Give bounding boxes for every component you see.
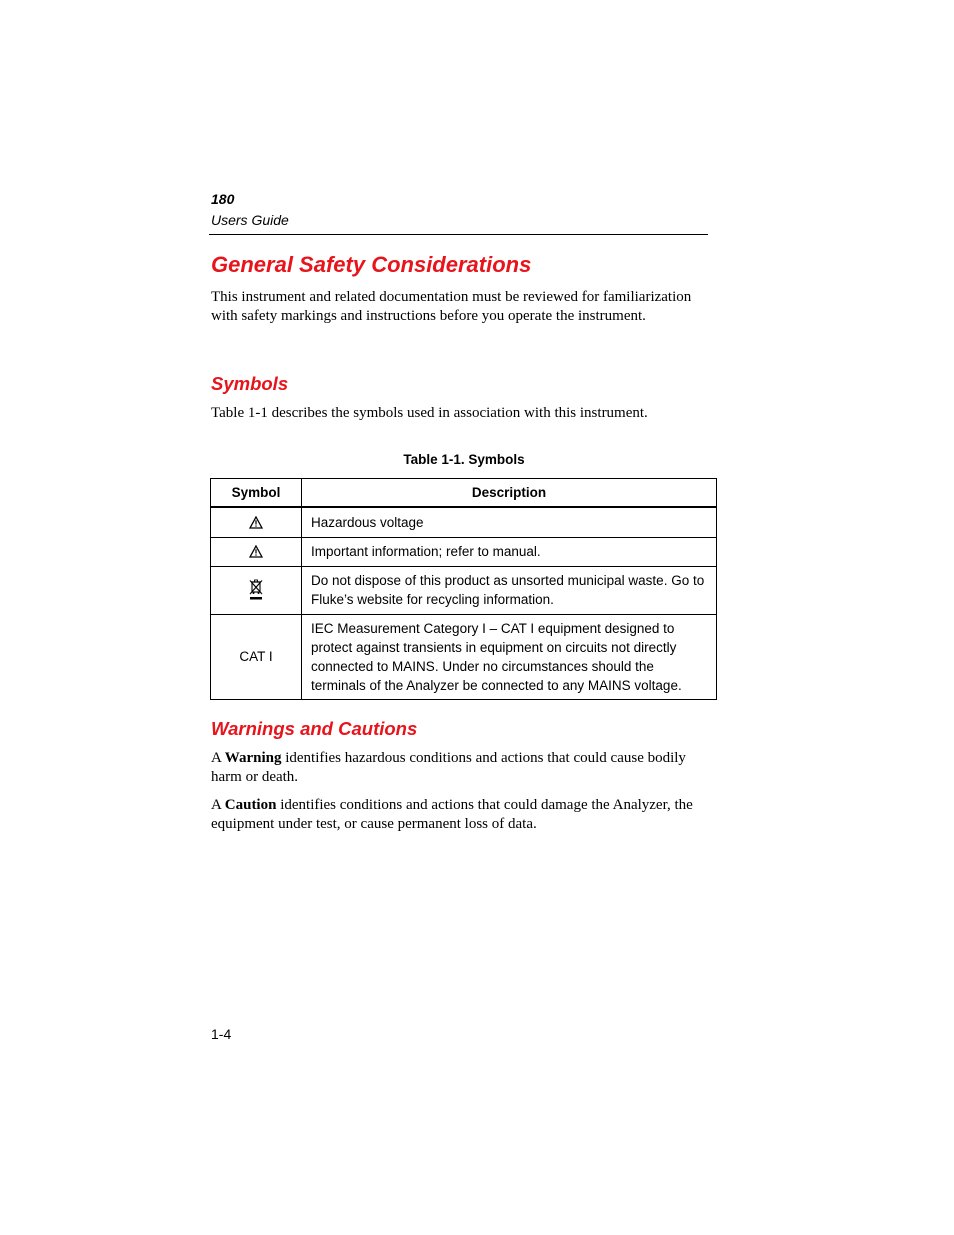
- table-row: [211, 614, 717, 699]
- table-row: [211, 566, 717, 614]
- symbol-cell-cat-i: CAT I: [211, 614, 302, 699]
- warning-term: Warning: [224, 750, 282, 766]
- caution-term: Caution: [224, 797, 277, 813]
- warning-triangle-icon: [211, 516, 301, 529]
- symbol-cell: [211, 507, 302, 537]
- warning-definition: [211, 749, 706, 787]
- table-header-row: [211, 479, 717, 508]
- caution-text: identifies conditions and actions that could damage the Analyzer, the equipment under test, or cause permanent loss of data.: [211, 797, 693, 832]
- section-title: General Safety Considerations: [211, 252, 532, 277]
- crossed-bin-icon: [211, 579, 301, 601]
- page-number: 180: [211, 191, 235, 207]
- caution-prefix: A: [211, 797, 225, 813]
- column-header-symbol: Symbol: [211, 479, 302, 508]
- table-caption: Table 1-1. Symbols: [403, 452, 525, 467]
- caution-definition: [211, 796, 706, 834]
- symbols-intro: Table 1-1 describes the symbols used in association with this instrument.: [211, 405, 648, 421]
- symbol-cell: [211, 566, 302, 614]
- warning-text: identifies hazardous conditions and actions that could cause bodily harm or death.: [211, 750, 686, 785]
- header-divider: [209, 234, 708, 235]
- section-intro: This instrument and related documentation must be reviewed for familiarization with safety markings and instructions before you operate the instrument.: [211, 289, 692, 324]
- description-cell: Do not dispose of this product as unsorted municipal waste. Go to Fluke’s website for recycling information.: [302, 566, 717, 614]
- symbols-table: [210, 478, 717, 700]
- description-cell: Important information; refer to manual.: [302, 537, 717, 566]
- warning-prefix: A: [211, 750, 225, 766]
- symbols-heading: Symbols: [211, 373, 289, 394]
- guide-title: Users Guide: [211, 212, 289, 228]
- table-row: [211, 537, 717, 566]
- footer-page-label: 1-4: [211, 1026, 232, 1042]
- warnings-heading: Warnings and Cautions: [211, 718, 418, 739]
- table-row: [211, 507, 717, 537]
- description-cell: IEC Measurement Category I – CAT I equipment designed to protect against transients in equipment on circuits not directly connected to MAINS. Under no circumstances should the terminals of the Analyzer be connected to any MAINS voltage.: [302, 614, 717, 699]
- description-cell: Hazardous voltage: [302, 507, 717, 537]
- column-header-description: Description: [302, 479, 717, 508]
- symbol-cell: [211, 537, 302, 566]
- warning-triangle-icon: [211, 545, 301, 558]
